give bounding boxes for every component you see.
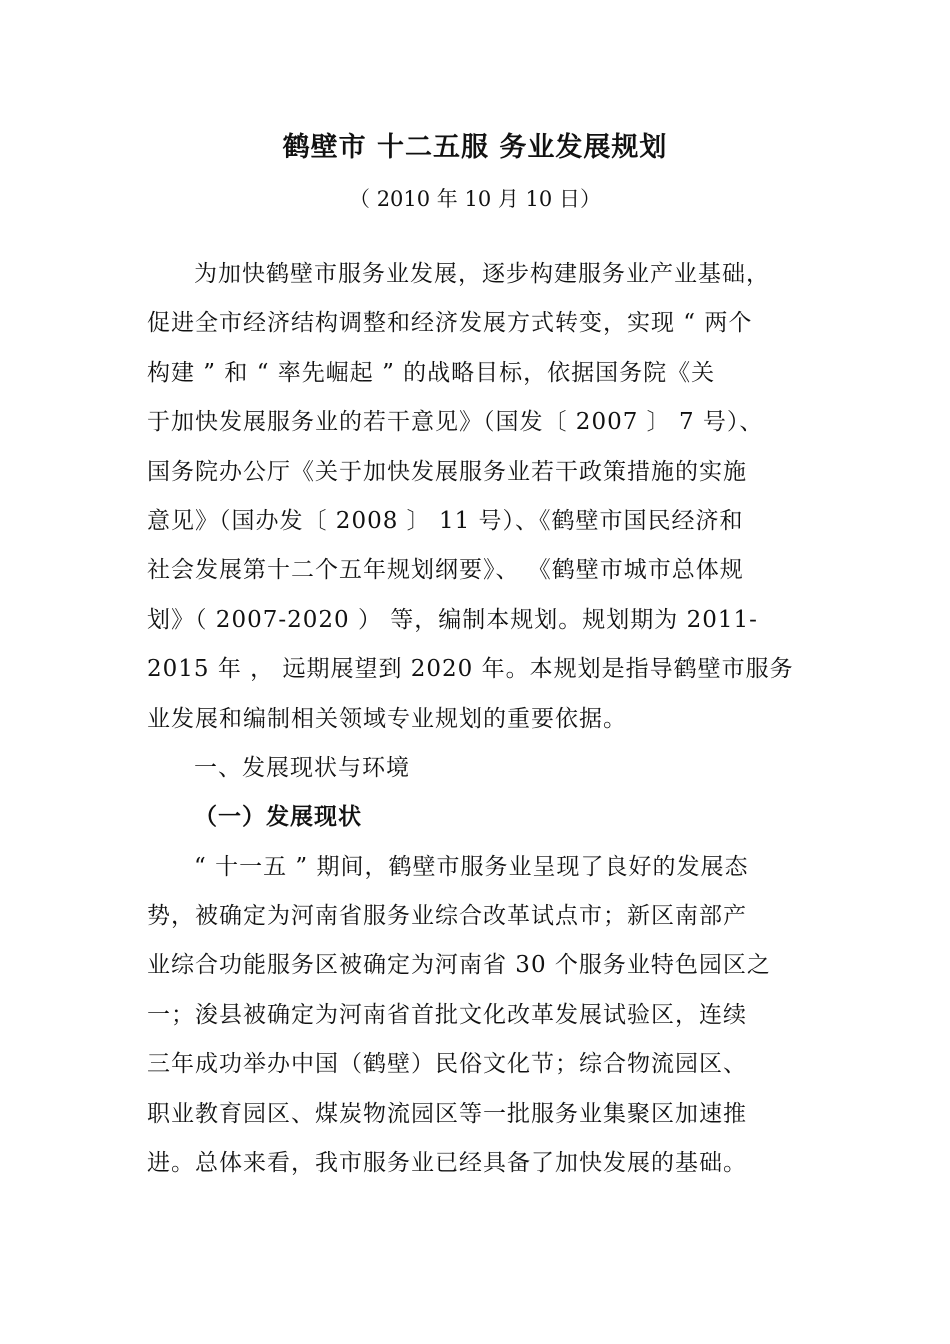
paragraph-line: 势，被确定为河南省服务业综合改革试点市；新区南部产 [147,903,747,930]
paragraph-line: 于加快发展服务业的若干意见》（国发〔 2007 〕 7 号）、 [147,409,764,436]
paragraph-line: 三年成功举办中国（鹤壁）民俗文化节；综合物流园区、 [147,1051,747,1078]
paragraph-line: 构建 ” 和 “ 率先崛起 ” 的战略目标，依据国务院《关 [147,359,716,386]
paragraph-line: 国务院办公厅《关于加快发展服务业若干政策措施的实施 [147,458,747,485]
paragraph-line: 社会发展第十二个五年规划纲要》、 《鹤壁市城市总体规 [147,557,744,584]
paragraph-line: 业综合功能服务区被确定为河南省 30 个服务业特色园区之 [147,952,771,979]
paragraph-line: 业发展和编制相关领域专业规划的重要依据。 [147,705,627,732]
document-body [147,254,807,1192]
subsection-heading: （一）发展现状 [194,803,362,831]
section-heading: 一、发展现状与环境 [194,754,410,781]
paragraph-line: 2015 年 ， 远期展望到 2020 年。本规划是指导鹤壁市服务 [147,656,794,683]
paragraph-line: “ 十一五 ” 期间，鹤壁市服务业呈现了良好的发展态 [194,853,749,880]
paragraph-line: 一；浚县被确定为河南省首批文化改革发展试验区，连续 [147,1001,747,1028]
paragraph-line: 为加快鹤壁市服务业发展，逐步构建服务业产业基础， [194,261,770,287]
document-date: （ 2010 年 10 月 10 日） [349,187,601,211]
document-title: 鹤壁市 十二五服 务业发展规划 [282,132,668,163]
paragraph-line: 意见》（国办发〔 2008 〕 11 号）、《鹤壁市国民经济和 [147,507,744,534]
paragraph-line: 进。总体来看，我市服务业已经具备了加快发展的基础。 [147,1150,747,1177]
paragraph-line: 职业教育园区、煤炭物流园区等一批服务业集聚区加速推 [147,1100,747,1127]
paragraph-line: 划》（ 2007-2020 ） 等，编制本规划。规划期为 2011- [147,606,758,633]
paragraph-line: 促进全市经济结构调整和经济发展方式转变，实现 “ 两个 [147,310,753,337]
